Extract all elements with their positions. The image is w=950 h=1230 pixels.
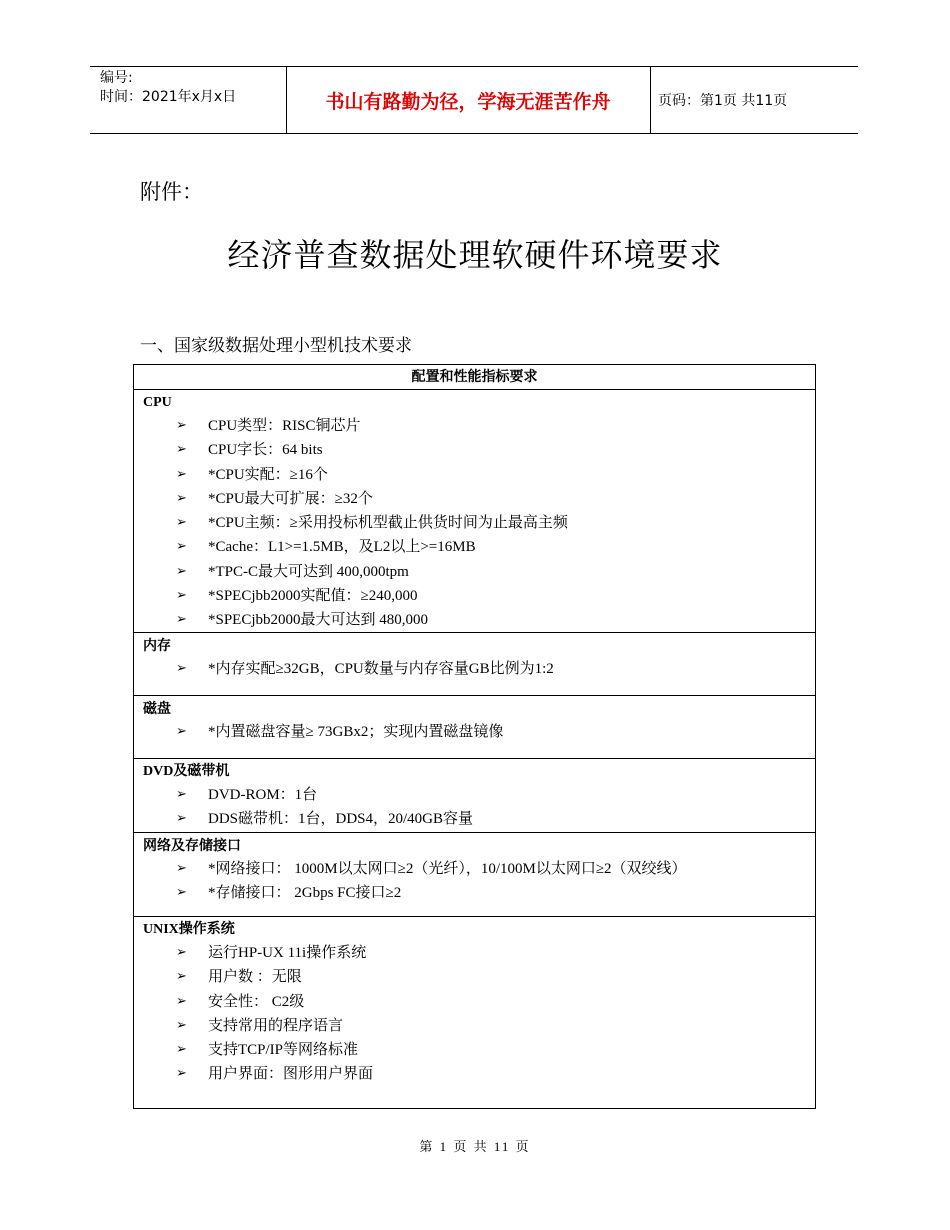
category-title: 网络及存储接口	[143, 838, 241, 854]
arrowhead-bullet-icon: ➢	[176, 563, 187, 579]
list-item: ➢ *CPU实配：≥16个	[134, 463, 815, 487]
arrowhead-bullet-icon: ➢	[176, 1017, 187, 1033]
arrowhead-bullet-icon: ➢	[176, 661, 187, 676]
arrowhead-bullet-icon: ➢	[176, 811, 187, 827]
category-memory	[134, 633, 815, 696]
arrowhead-bullet-icon: ➢	[176, 945, 187, 960]
arrowhead-bullet-icon: ➢	[176, 724, 187, 739]
time-label: 时间：2021年x月x日	[100, 89, 237, 105]
category-title: UNIX操作系统	[143, 922, 235, 937]
category-disk	[134, 696, 815, 759]
list-item: ➢ 运行HP-UX 11i操作系统	[134, 941, 815, 965]
page-header	[90, 66, 858, 134]
list-item: ➢ 用户界面：图形用户界面	[134, 1062, 815, 1086]
page-footer: 第 1 页 共 11 页	[419, 1139, 531, 1154]
arrowhead-bullet-icon: ➢	[176, 885, 187, 901]
arrowhead-bullet-icon: ➢	[176, 539, 187, 555]
arrowhead-bullet-icon: ➢	[176, 612, 187, 628]
arrowhead-bullet-icon: ➢	[176, 787, 187, 802]
list-item: ➢ CPU类型：RISC铜芯片	[134, 414, 815, 438]
attachment-label: 附件：	[140, 180, 203, 204]
list-item: ➢ *CPU最大可扩展：≥32个	[134, 487, 815, 511]
header-meta	[100, 69, 236, 107]
spec-table	[133, 364, 816, 1109]
arrowhead-bullet-icon: ➢	[176, 1066, 187, 1082]
category-title: CPU	[143, 395, 172, 410]
category-title: 磁盘	[143, 701, 171, 717]
list-item: ➢ 支持常用的程序语言	[134, 1014, 815, 1038]
arrowhead-bullet-icon: ➢	[176, 466, 187, 482]
list-item: ➢ 安全性： C2级	[134, 990, 815, 1014]
list-item: ➢ *CPU主频：≥采用投标机型截止供货时间为止最高主频	[134, 511, 815, 535]
arrowhead-bullet-icon: ➢	[176, 490, 187, 506]
header-divider	[650, 67, 651, 133]
serial-label: 编号:	[100, 70, 133, 86]
table-header: 配置和性能指标要求	[134, 365, 815, 390]
list-item: ➢ *Cache：L1>=1.5MB，及L2以上>=16MB	[134, 535, 815, 559]
header-motto: 书山有路勤为径，学海无涯苦作舟	[325, 90, 611, 113]
category-dvd-tape	[134, 759, 815, 833]
list-item: ➢ *存储接口： 2Gbps FC接口≥2	[134, 881, 815, 905]
arrowhead-bullet-icon: ➢	[176, 515, 187, 531]
list-item: ➢ *网络接口： 1000M以太网口≥2（光纤），10/100M以太网口≥2（双绞线）	[134, 857, 815, 881]
arrowhead-bullet-icon: ➢	[176, 418, 187, 433]
category-cpu	[134, 390, 815, 633]
arrowhead-bullet-icon: ➢	[176, 969, 187, 985]
document-title: 经济普查数据处理软硬件环境要求	[227, 236, 723, 274]
section-heading: 一、国家级数据处理小型机技术要求	[140, 336, 412, 356]
arrowhead-bullet-icon: ➢	[176, 588, 187, 604]
list-item: ➢ *TPC-C最大可达到 400,000tpm	[134, 560, 815, 584]
list-item: ➢ 用户数 ：无限	[134, 965, 815, 989]
arrowhead-bullet-icon: ➢	[176, 442, 187, 458]
arrowhead-bullet-icon: ➢	[176, 993, 187, 1009]
category-unix-os	[134, 917, 815, 1108]
category-title: 内存	[143, 638, 171, 654]
list-item: ➢ *内置磁盘容量≥ 73GBx2；实现内置磁盘镜像	[134, 720, 815, 744]
list-item: ➢ *SPECjbb2000最大可达到 480,000	[134, 608, 815, 632]
category-title: DVD及磁带机	[143, 764, 230, 779]
list-item: ➢ 支持TCP/IP等网络标准	[134, 1038, 815, 1062]
arrowhead-bullet-icon: ➢	[176, 1042, 187, 1058]
list-item: ➢ *SPECjbb2000实配值：≥240,000	[134, 584, 815, 608]
category-network-storage	[134, 833, 815, 917]
list-item: ➢ *内存实配≥32GB，CPU数量与内存容量GB比例为1:2	[134, 657, 815, 681]
page-label: 页码：第1页 共11页	[658, 93, 788, 109]
list-item: ➢ DDS磁带机：1台，DDS4，20/40GB容量	[134, 807, 815, 831]
arrowhead-bullet-icon: ➢	[176, 861, 187, 876]
list-item: ➢ CPU字长：64 bits	[134, 438, 815, 462]
list-item: ➢ DVD-ROM：1台	[134, 783, 815, 807]
